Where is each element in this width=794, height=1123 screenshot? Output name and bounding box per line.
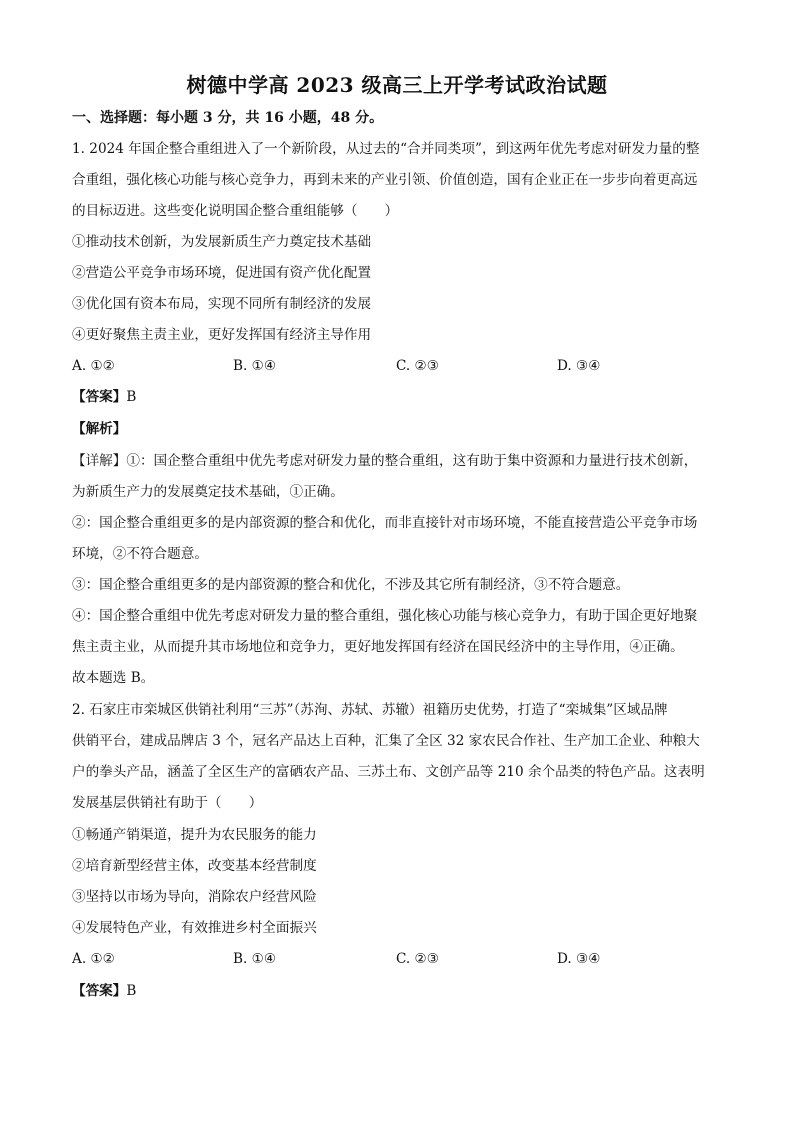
q1-detail-line-2: 为新质生产力的发展奠定技术基础，①正确。 <box>72 484 344 500</box>
q1-stem-line-1: 1. 2024 年国企整合重组进入了一个新阶段，从过去的“合并同类项”，到这两年优先考虑对研发力量的整 <box>72 141 700 157</box>
q1-item-2: ②营造公平竞争市场环境，促进国有资产优化配置 <box>72 265 372 281</box>
q2-item-3: ③坚持以市场为导向，消除农户经营风险 <box>72 889 317 905</box>
q1-item-4: ④更好聚焦主责主业，更好发挥国有经济主导作用 <box>72 327 372 343</box>
q1-analysis-tag: 【解析】 <box>72 421 127 437</box>
q1-detail-line-6: ④：国企整合重组中优先考虑对研发力量的整合重组，强化核心功能与核心竞争力，有助于国企更好地聚 <box>72 608 698 624</box>
q1-detail-line-8: 故本题选 B。 <box>72 670 155 686</box>
q1-option-d: D. ③④ <box>557 358 601 374</box>
q2-stem-line-4: 发展基层供销社有助于（ ） <box>72 795 263 811</box>
q2-option-d: D. ③④ <box>557 951 601 967</box>
q2-item-4: ④发展特色产业，有效推进乡村全面振兴 <box>72 920 317 936</box>
q2-answer-tag: 【答案】 <box>72 983 127 999</box>
q1-stem-line-2: 合重组，强化核心功能与核心竞争力，再到未来的产业引领、价值创造，国有企业正在一步步向着更高远 <box>72 172 698 188</box>
q1-answer <box>72 387 722 407</box>
q2-item-1: ①畅通产销渠道，提升为农民服务的能力 <box>72 827 317 843</box>
page-title: 树德中学高 2023 级高三上开学考试政治试题 <box>186 73 608 97</box>
q1-detail-line-1: 【详解】①：国企整合重组中优先考虑对研发力量的整合重组，这有助于集中资源和力量进行技术创新， <box>72 453 698 469</box>
q2-stem-line-3: 户的拳头产品，涵盖了全区生产的富硒农产品、三苏土布、文创产品等 210 余个品类的特色产品。这表明 <box>72 764 705 780</box>
q2-stem-line-2: 供销平台，建成品牌店 3 个，冠名产品达上百种，汇集了全区 32 家农民合作社、生产加工企业、种粮大 <box>72 733 700 749</box>
q1-option-b: B. ①④ <box>233 358 277 374</box>
q1-item-3: ③优化国有资本布局，实现不同所有制经济的发展 <box>72 296 372 312</box>
q1-detail-line-7: 焦主责主业，从而提升其市场地位和竞争力，更好地发挥国有经济在国民经济中的主导作用，④正确。 <box>72 639 684 655</box>
q2-item-2: ②培育新型经营主体，改变基本经营制度 <box>72 858 317 874</box>
q1-answer-tag: 【答案】 <box>72 389 127 405</box>
q2-answer <box>72 981 722 1001</box>
q2-option-a: A. ①② <box>72 951 115 967</box>
q1-option-c: C. ②③ <box>396 358 439 374</box>
q2-option-c: C. ②③ <box>396 951 439 967</box>
q1-option-a: A. ①② <box>72 358 115 374</box>
q1-detail-line-4: 环境，②不符合题意。 <box>72 546 208 562</box>
q1-detail-line-5: ③：国企整合重组更多的是内部资源的整合和优化，不涉及其它所有制经济，③不符合题意。 <box>72 577 630 593</box>
section-heading: 一、选择题：每小题 3 分，共 16 小题，48 分。 <box>72 110 384 126</box>
q1-answer-value: B <box>126 389 137 405</box>
q1-detail-line-3: ②：国企整合重组更多的是内部资源的整合和优化，而非直接针对市场环境，不能直接营造公平竞争市场 <box>72 515 698 531</box>
q2-stem-line-1: 2. 石家庄市栾城区供销社利用“三苏”（苏洵、苏轼、苏辙）祖籍历史优势，打造了“栾城集”区域品牌 <box>72 702 668 718</box>
q2-option-b: B. ①④ <box>233 951 277 967</box>
q2-answer-value: B <box>126 983 137 999</box>
q1-stem-line-3: 的目标迈进。这些变化说明国企整合重组能够（ ） <box>72 203 399 219</box>
q1-item-1: ①推动技术创新，为发展新质生产力奠定技术基础 <box>72 234 372 250</box>
